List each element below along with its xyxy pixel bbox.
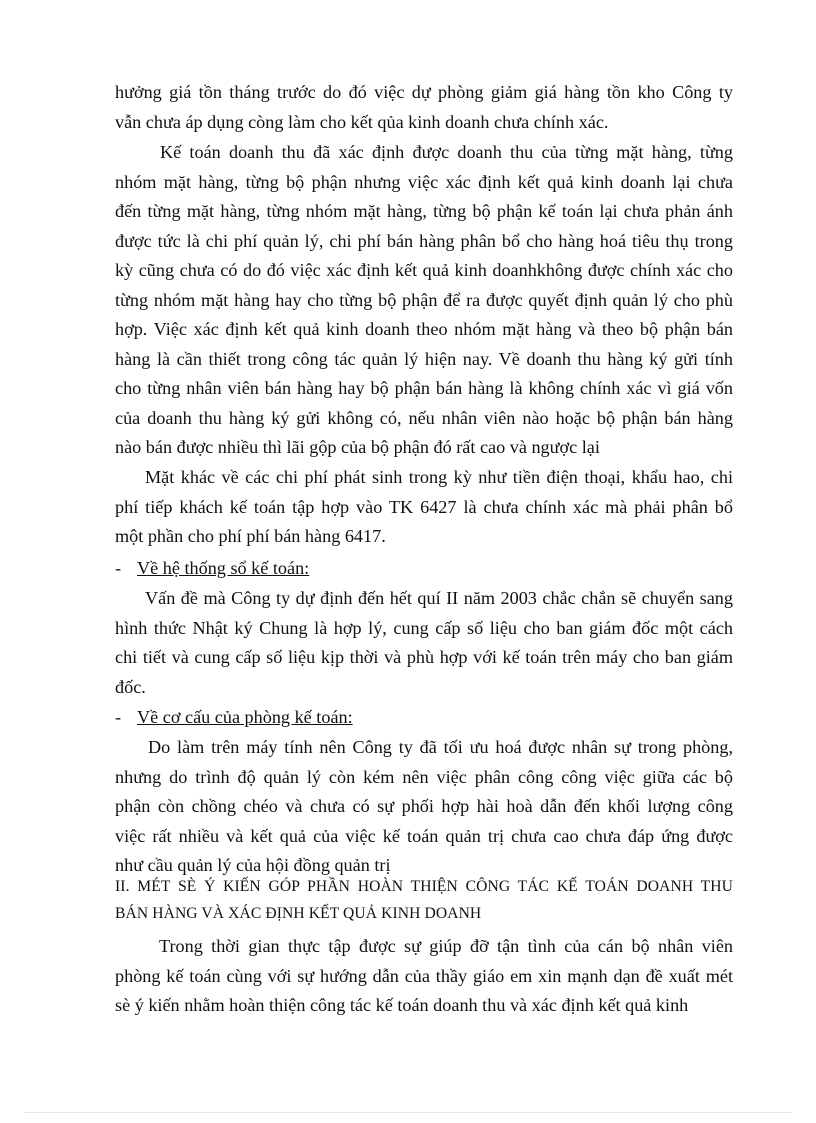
text-line: từng nhóm mặt hàng hay cho từng bộ phận để ra được quyết định quản lý cho phù <box>115 289 733 310</box>
paragraph-internship <box>115 932 733 1021</box>
section-department-structure <box>115 703 733 733</box>
text-line: phòng kế toán cùng với sự hướng dẫn của thầy giáo em xin mạnh dạn đề xuất mét <box>115 965 733 986</box>
text-line: Do làm trên máy tính nên Công ty đã tối ưu hoá được nhân sự trong phòng, <box>148 737 733 757</box>
text-line: nhóm mặt hàng, từng bộ phận nhưng việc xác định kết quả kinh doanh lại chưa <box>115 171 733 192</box>
text-line: hàng là cần thiết trong công tác quản lý hiện nay. Về doanh thu hàng ký gửi tính <box>115 348 733 369</box>
heading-line: BÁN HÀNG VÀ XÁC ĐỊNH KẾT QUẢ KINH DOANH <box>115 905 482 922</box>
paragraph-structure <box>115 733 733 881</box>
bullet-dash: - <box>115 707 122 727</box>
text-line: được tức là chi phí quản lý, chi phí bán hàng phân bổ cho hàng hoá tiêu thụ trong <box>115 230 733 251</box>
text-line: việc rất nhiều và kết quả của việc kế toán quản trị chưa cao chưa đáp ứng được <box>115 825 733 846</box>
text-line: nhưng do trình độ quản lý còn kém nên việc phân công công việc giữa các bộ <box>115 766 733 787</box>
text-line: đến từng mặt hàng, từng nhóm mặt hàng, từng bộ phận kế toán lại chưa phản ánh <box>115 201 733 221</box>
text-line: của doanh thu hàng ký gửi không có, nếu nhân viên nào hoặc bộ phận bán hàng <box>115 407 733 428</box>
text-line: hình thức Nhật ký Chung là hợp lý, cung cấp số liệu cho ban giám đốc một cách <box>115 617 733 638</box>
text-line: hưởng giá tồn tháng trước do đó việc dự phòng giảm giá hàng tồn kho Công ty <box>115 82 733 102</box>
heading-line: II. MÉT SÈ Ý KIẾN GÓP PHẦN HOÀN THIỆN CÔNG TÁC KẾ TOÁN DOANH THU <box>115 878 733 895</box>
paragraph-other-costs <box>115 463 733 552</box>
section-title: Về hệ thống sổ kế toán: <box>137 558 310 578</box>
text-line: như cầu quản lý của hội đồng quản trị <box>115 855 391 875</box>
text-line: đốc. <box>115 676 146 697</box>
text-line: phận còn chồng chéo và chưa có sự phối hợp hài hoà dẫn đến khối lượng công <box>115 796 733 816</box>
text-line: Trong thời gian thực tập được sự giúp đỡ tận tình của cán bộ nhân viên <box>159 936 733 956</box>
section-ledger-system <box>115 554 733 584</box>
text-line: phí tiếp khách kế toán tập hợp vào TK 6427 là chưa chính xác mà phải phân bổ <box>115 496 733 517</box>
text-line: chi tiết và cung cấp số liệu kịp thời và phù hợp với kế toán trên máy cho ban giám <box>115 647 733 667</box>
text-line: Mặt khác về các chi phí phát sinh trong kỳ như tiền điện thoại, khẩu hao, chi <box>145 467 733 487</box>
text-line: kỳ cũng chưa có do đó việc xác định kết quả kinh doanhkhông được chính xác cho <box>115 260 733 280</box>
text-line: vẫn chưa áp dụng còng làm cho kết qủa kinh doanh chưa chính xác. <box>115 111 609 132</box>
text-line: cho từng nhân viên bán hàng hay bộ phận bán hàng là không chính xác vì giá vốn <box>115 378 733 398</box>
bullet-dash: - <box>115 558 122 578</box>
section-title: Về cơ cấu của phòng kế toán: <box>137 707 353 727</box>
page-bottom-rule <box>25 1112 791 1113</box>
text-line: sè ý kiến nhằm hoàn thiện công tác kế toán doanh thu và xác định kết quả kinh <box>115 995 689 1015</box>
paragraph-ledger <box>115 584 733 702</box>
text-line: nào bán được nhiều thì lãi gộp của bộ phận đó rất cao và ngược lại <box>115 437 600 457</box>
text-line: một phần cho phí phí bán hàng 6417. <box>115 526 386 546</box>
text-line: Vấn đề mà Công ty dự định đến hết quí II năm 2003 chắc chắn sẽ chuyển sang <box>145 588 733 608</box>
paragraph-revenue-accounting <box>115 138 733 463</box>
paragraph-continuation <box>115 78 733 137</box>
text-line: Kế toán doanh thu đã xác định được doanh thu của từng mặt hàng, từng <box>160 142 733 162</box>
text-line: hợp. Việc xác định kết quả kinh doanh theo nhóm mặt hàng và theo bộ phận bán <box>115 319 733 339</box>
section-heading <box>115 873 733 927</box>
